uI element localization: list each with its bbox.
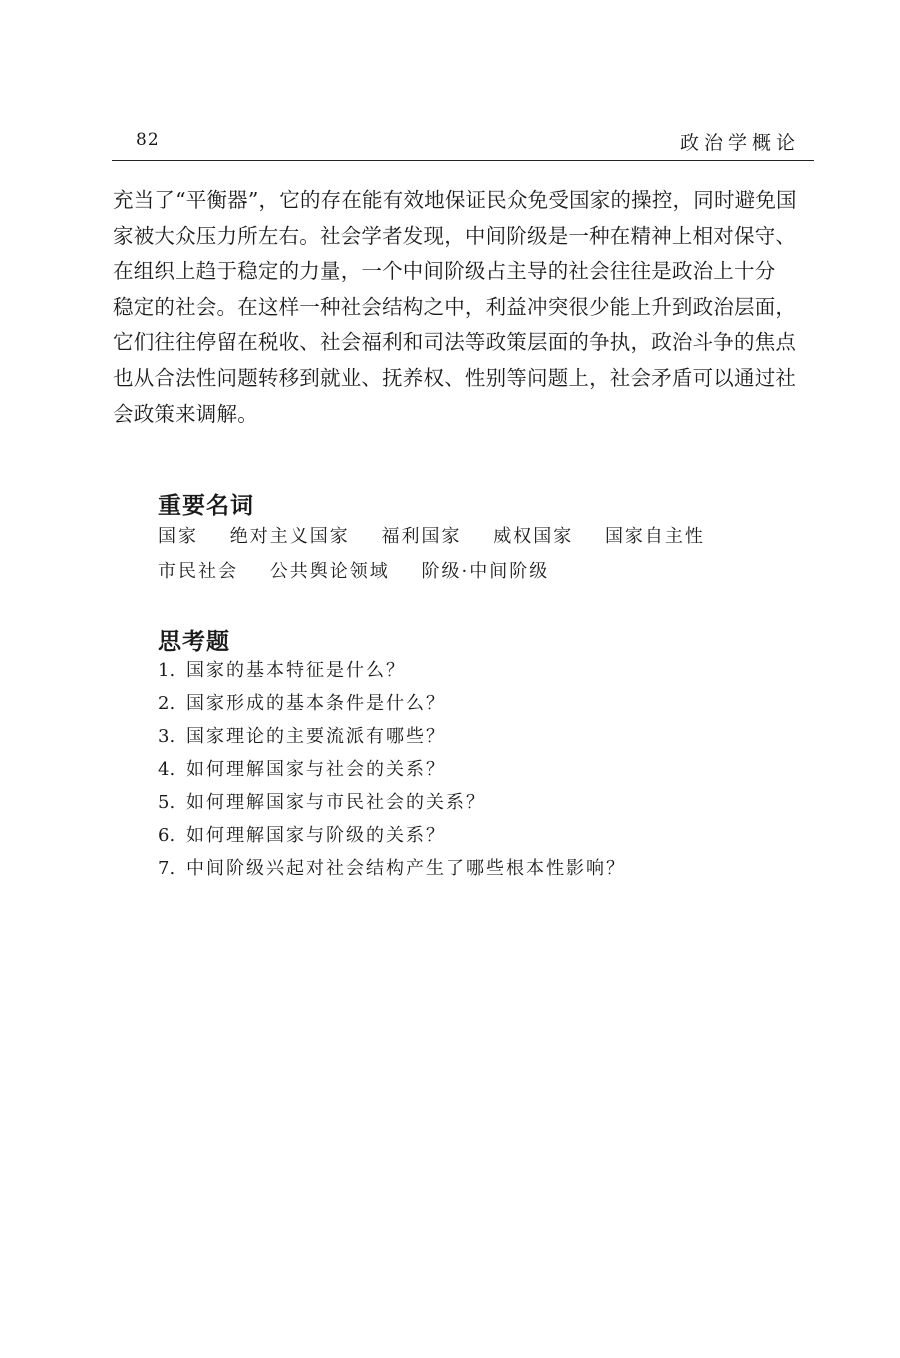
question-text: 如何理解国家与市民社会的关系？ (186, 792, 486, 813)
key-term: 福利国家 (381, 526, 462, 547)
question-number: 6. (158, 825, 176, 846)
question-text: 国家形成的基本条件是什么？ (186, 693, 446, 714)
question-number: 3. (158, 726, 176, 747)
question-number: 1. (158, 660, 176, 681)
question-item (158, 720, 626, 753)
question-number: 2. (158, 693, 176, 714)
body-line: 充当了“平衡器”，它的存在能有效地保证民众免受国家的操控，同时避免国 (113, 188, 797, 212)
body-line: 家被大众压力所左右。社会学者发现，中间阶级是一种在精神上相对保守、 (113, 223, 797, 248)
key-term: 公共舆论领域 (269, 561, 390, 582)
question-item (158, 687, 626, 720)
question-text: 如何理解国家与阶级的关系？ (186, 825, 446, 846)
body-line: 在组织上趋于稳定的力量，一个中间阶级占主导的社会往往是政治上十分 (113, 259, 776, 284)
question-item (158, 819, 626, 852)
question-number: 4. (158, 759, 176, 780)
key-terms-heading: 重要名词 (158, 493, 254, 519)
key-term: 国家自主性 (604, 526, 705, 547)
key-term: 威权国家 (493, 526, 574, 547)
question-list (158, 654, 626, 885)
question-text: 国家理论的主要流派有哪些？ (186, 726, 446, 747)
page-number: 82 (136, 130, 160, 150)
key-term: 阶级·中间阶级 (421, 561, 550, 582)
question-text: 国家的基本特征是什么？ (186, 660, 406, 681)
key-term: 绝对主义国家 (229, 526, 350, 547)
question-item (158, 852, 626, 885)
key-term: 市民社会 (158, 561, 238, 582)
key-terms-row (158, 522, 729, 548)
question-number: 5. (158, 792, 176, 813)
question-number: 7. (158, 858, 176, 879)
key-term: 国家 (158, 526, 198, 547)
body-line: 也从合法性问题转移到就业、抚养权、性别等问题上，社会矛盾可以通过社 (113, 365, 797, 390)
question-item (158, 786, 626, 819)
body-line: 会政策来调解。 (113, 401, 258, 426)
question-text: 如何理解国家与社会的关系？ (186, 759, 446, 780)
body-line: 稳定的社会。在这样一种社会结构之中，利益冲突很少能上升到政治层面， (113, 294, 797, 319)
question-item (158, 654, 626, 687)
page-header (112, 126, 814, 160)
question-text: 中间阶级兴起对社会结构产生了哪些根本性影响？ (186, 858, 626, 879)
body-line: 它们往往停留在税收、社会福利和司法等政策层面的争执，政治斗争的焦点 (113, 330, 797, 355)
body-paragraph (113, 183, 818, 432)
questions-heading: 思考题 (158, 629, 230, 655)
header-rule (112, 160, 814, 161)
key-terms-row (158, 557, 573, 583)
question-item (158, 753, 626, 786)
running-title: 政治学概论 (679, 132, 800, 154)
